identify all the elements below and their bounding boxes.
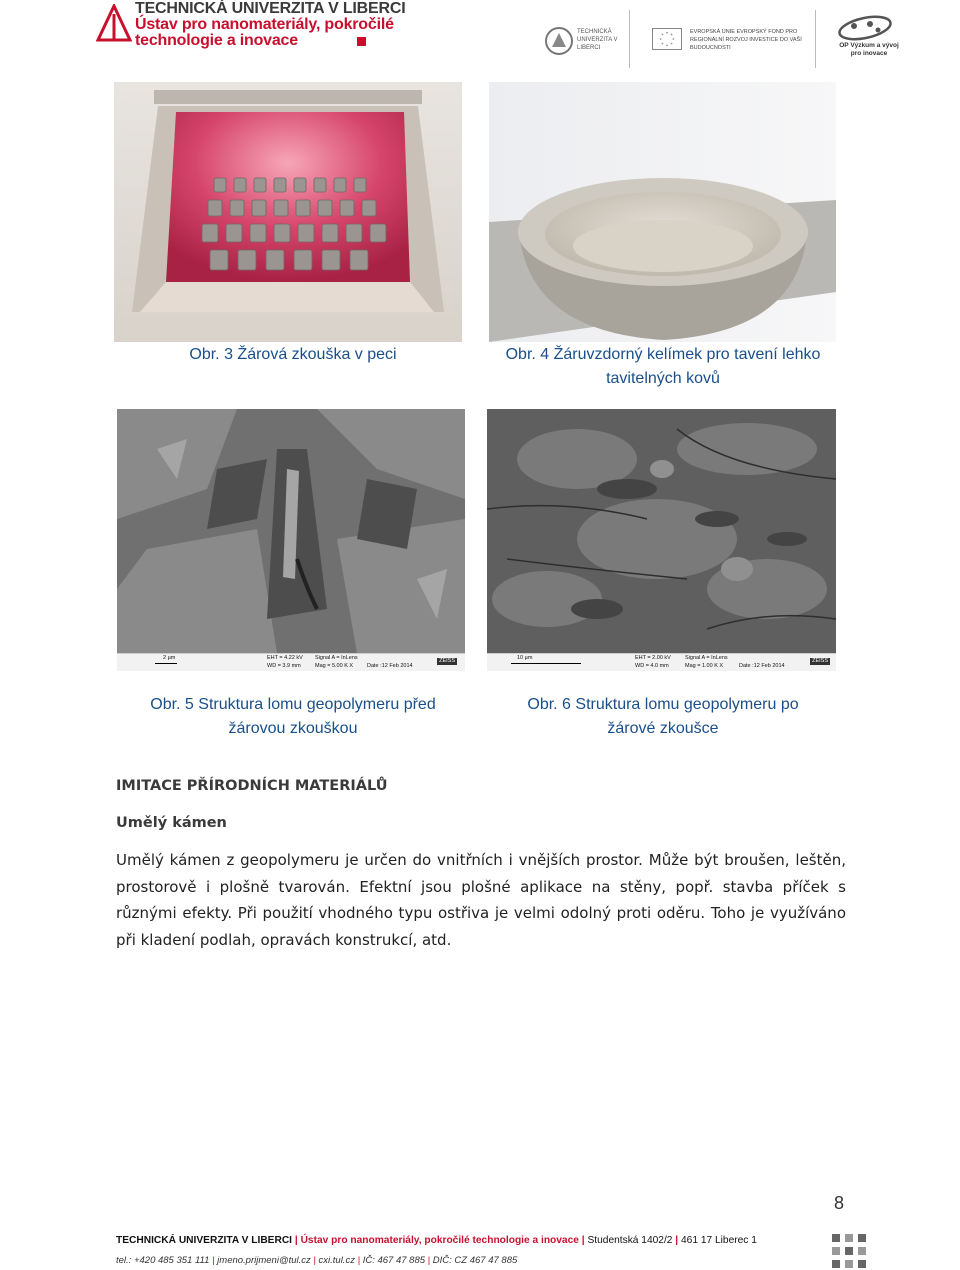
partner-eu-text: EVROPSKÁ UNIE EVROPSKÝ FOND PRO REGIONÁLNÍ ROZVOJ INVESTICE DO VAŠÍ BUDOUCNOSTI: [690, 29, 802, 51]
sem-after-infobar: [487, 653, 836, 671]
footer-line2: tel.: +420 485 351 111 | jmeno.prijmeni@tul.cz | cxi.tul.cz | IČ: 467 47 885 | DIČ: CZ 467 47 885: [116, 1255, 518, 1266]
sem-before-scale: 2 µm: [163, 655, 176, 661]
furnace-photo: [114, 82, 462, 342]
figure-5-caption-line1: Obr. 5 Struktura lomu geopolymeru před: [150, 696, 436, 713]
page-number: 8: [834, 1193, 845, 1213]
crucible-image: [489, 82, 836, 342]
footer-address: Studentská 1402/2: [587, 1235, 673, 1246]
figure-3-caption: Obr. 3 Žárová zkouška v peci: [189, 346, 397, 363]
sem-before-wd: WD = 3.9 mm: [267, 663, 301, 669]
sem-before-mag: Mag = 5.00 K X: [315, 663, 354, 669]
figure-6-caption-line1: Obr. 6 Struktura lomu geopolymeru po: [527, 696, 799, 713]
sem-after-scale: 10 µm: [517, 655, 533, 661]
sem-before-signal: Signal A = InLens: [315, 655, 358, 661]
crucible-photo: [489, 82, 836, 342]
sem-after-photo: [487, 409, 836, 671]
figure-6-caption-line2: žárové zkoušce: [607, 720, 719, 737]
tul-small-logo-icon: [544, 25, 574, 57]
sem-after-date: Date :12 Feb 2014: [739, 663, 785, 669]
header-institute-line2: technologie a inovace: [135, 32, 298, 49]
footer-grid-logo-icon: [832, 1234, 866, 1268]
sem-before-eht: EHT = 4.22 kV: [267, 655, 303, 661]
sem-after-signal: Signal A = InLens: [685, 655, 728, 661]
zeiss-logo: ZEISS: [812, 658, 828, 664]
header-brand-square: [357, 37, 366, 46]
sem-before-image: [117, 409, 465, 653]
footer-ic: IČ: 467 47 885: [362, 1255, 426, 1266]
furnace-image: [114, 82, 462, 342]
section-paragraph: Umělý kámen z geopolymeru je určen do vnitřních i vnějších prostor. Může být broušen, leštěn, prostorově i plošně tvarován. Efektní jsou plošné aplikace na stěny, popř. stavba příček s různými efekty. Při použití vhodného typu ostřiva je velmi odolný proti oděru. Toho je využíváno při kladení podlah, opravách konstrukcí, atd.: [116, 851, 846, 949]
section-subheading: Umělý kámen: [116, 815, 227, 831]
footer-line1: TECHNICKÁ UNIVERZITA V LIBERCI | Ústav pro nanomateriály, pokročilé technologie a inovace | Studentská 1402/2 | 461 17 Liberec 1: [116, 1235, 757, 1246]
section-heading: IMITACE PŘÍRODNÍCH MATERIÁLŮ: [116, 778, 388, 794]
figure-4-caption-line1: Obr. 4 Žáruvzdorný kelímek pro tavení lehko: [505, 346, 821, 363]
figure-4-caption-line2: tavitelných kovů: [606, 370, 720, 387]
footer-dic: DIČ: CZ 467 47 885: [432, 1255, 518, 1266]
footer-email: jmeno.prijmeni@tul.cz: [217, 1255, 311, 1266]
partner-op-text: OP Výzkum a vývoj pro inovace: [839, 42, 899, 57]
figure-4-caption: [480, 343, 846, 391]
sem-after-wd: WD = 4.0 mm: [635, 663, 669, 669]
sem-before-date: Date :12 Feb 2014: [367, 663, 413, 669]
sem-after-eht: EHT = 2.00 kV: [635, 655, 671, 661]
eu-flag-icon: [652, 28, 682, 50]
footer-web: cxi.tul.cz: [318, 1255, 355, 1266]
header-divider: [815, 10, 816, 68]
header-divider: [629, 10, 630, 68]
footer-tel: tel.: +420 485 351 111: [116, 1255, 210, 1266]
tul-logo-icon: [96, 4, 132, 42]
figure-5-caption: [114, 693, 472, 741]
footer-university: TECHNICKÁ UNIVERZITA V LIBERCI: [116, 1235, 293, 1246]
footer-institute: Ústav pro nanomateriály, pokročilé technologie a inovace: [300, 1235, 579, 1246]
sem-after-mag: Mag = 1.00 K X: [685, 663, 724, 669]
sem-before-infobar: [117, 653, 465, 671]
figure-6-caption: [480, 693, 846, 741]
partner-tul-text: TECHNICKÁ UNIVERZITA V LIBERCI: [577, 29, 618, 51]
header-institute-line1: Ústav pro nanomateriály, pokročilé: [135, 16, 394, 33]
figure-5-caption-line2: žárovou zkouškou: [228, 720, 358, 737]
sem-after-image: [487, 409, 836, 653]
zeiss-logo: ZEISS: [439, 658, 455, 664]
footer-city: 461 17 Liberec 1: [681, 1235, 757, 1246]
header-university: TECHNICKÁ UNIVERZITA V LIBERCI: [135, 0, 406, 17]
sem-before-photo: [117, 409, 465, 671]
